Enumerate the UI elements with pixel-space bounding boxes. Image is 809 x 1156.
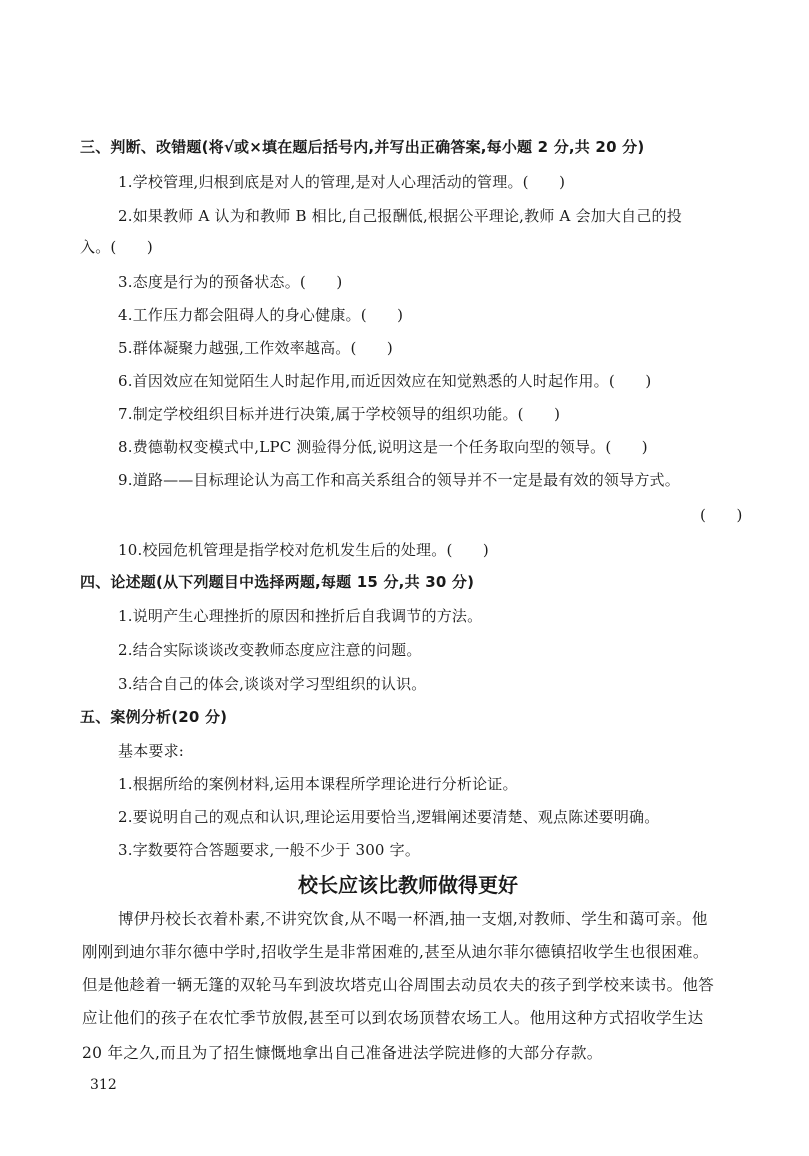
question-item: 9.道路——目标理论认为高工作和高关系组合的领导并不一定是最有效的领导方式。 <box>118 471 680 489</box>
page-number: 312 <box>90 1077 117 1093</box>
requirement-item: 3.字数要符合答题要求,一般不少于 300 字。 <box>118 841 421 859</box>
case-paragraph-line: 但是他趁着一辆无篷的双轮马车到波坎塔克山谷周围去动员农夫的孩子到学校来读书。他答 <box>82 976 715 994</box>
essay-question: 3.结合自己的体会,谈谈对学习型组织的认识。 <box>118 675 427 693</box>
answer-bracket: ( ) <box>700 506 743 524</box>
section-3-heading: 三、判断、改错题(将√或×填在题后括号内,并写出正确答案,每小题 2 分,共 20 分) <box>80 138 645 156</box>
requirement-item: 2.要说明自己的观点和认识,理论运用要恰当,逻辑阐述要清楚、观点陈述要明确。 <box>118 808 660 826</box>
question-item: 10.校园危机管理是指学校对危机发生后的处理。( ) <box>118 541 489 559</box>
section-5-heading: 五、案例分析(20 分) <box>80 708 228 726</box>
case-title: 校长应该比教师做得更好 <box>298 873 518 897</box>
question-item: 2.如果教师 A 认为和教师 B 相比,自己报酬低,根据公平理论,教师 A 会加大自己的投 <box>118 207 682 225</box>
question-item-continuation: 入。( ) <box>80 238 153 256</box>
requirements-intro: 基本要求: <box>118 742 185 760</box>
case-paragraph-line: 博伊丹校长衣着朴素,不讲究饮食,从不喝一杯酒,抽一支烟,对教师、学生和蔼可亲。他 <box>118 910 708 928</box>
case-paragraph-line: 刚刚到迪尔菲尔德中学时,招收学生是非常困难的,甚至从迪尔菲尔德镇招收学生也很困难。 <box>82 943 709 961</box>
question-item: 5.群体凝聚力越强,工作效率越高。( ) <box>118 339 393 357</box>
question-item: 3.态度是行为的预备状态。( ) <box>118 273 343 291</box>
case-paragraph-line: 应让他们的孩子在农忙季节放假,甚至可以到农场顶替农场工人。他用这种方式招收学生达 <box>82 1009 704 1027</box>
requirement-item: 1.根据所给的案例材料,运用本课程所学理论进行分析论证。 <box>118 775 518 793</box>
question-item: 7.制定学校组织目标并进行决策,属于学校领导的组织功能。( ) <box>118 405 561 423</box>
essay-question: 2.结合实际谈谈改变教师态度应注意的问题。 <box>118 641 422 659</box>
question-item: 4.工作压力都会阻碍人的身心健康。( ) <box>118 306 404 324</box>
question-item: 6.首因效应在知觉陌生人时起作用,而近因效应在知觉熟悉的人时起作用。( ) <box>118 372 652 390</box>
case-paragraph-line: 20 年之久,而且为了招生慷慨地拿出自己准备进法学院进修的大部分存款。 <box>82 1044 603 1062</box>
question-item: 1.学校管理,归根到底是对人的管理,是对人心理活动的管理。( ) <box>118 173 566 191</box>
section-4-heading: 四、论述题(从下列题目中选择两题,每题 15 分,共 30 分) <box>80 573 475 591</box>
essay-question: 1.说明产生心理挫折的原因和挫折后自我调节的方法。 <box>118 607 483 625</box>
question-item: 8.费德勒权变模式中,LPC 测验得分低,说明这是一个任务取向型的领导。( ) <box>118 438 648 456</box>
